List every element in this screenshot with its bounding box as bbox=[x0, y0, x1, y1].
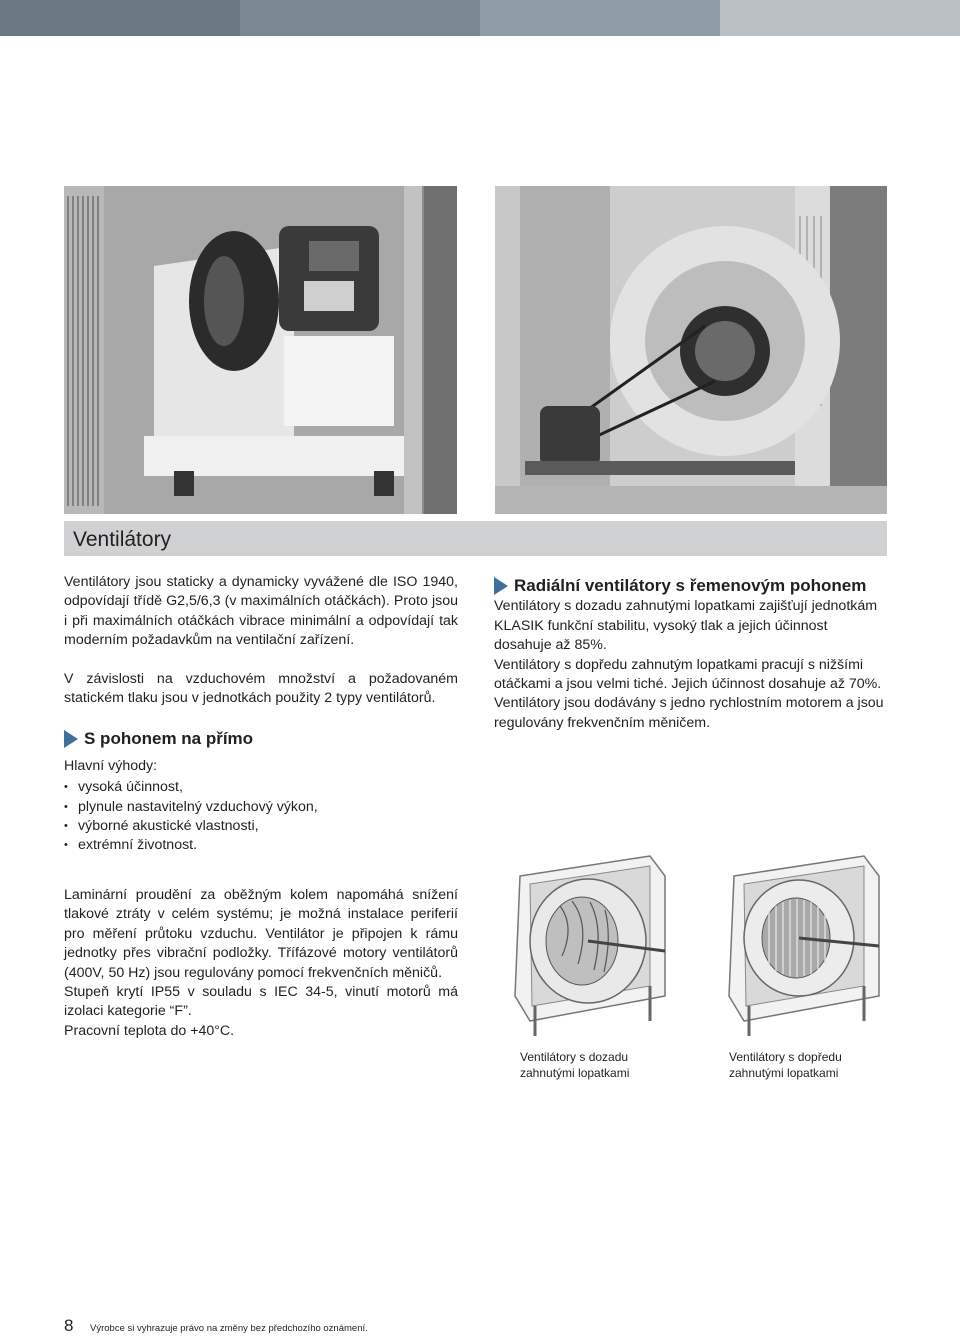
list-item: • vysoká účinnost, bbox=[64, 778, 458, 797]
belt-drive-heading bbox=[494, 576, 888, 595]
backward-curved-paragraph: Ventilátory s dozadu zahnutými lopatkami zajišťují jednotkám KLASIK funkční stabilitu, vysoký tlak a jejich účinnost dosahuje až 85%. bbox=[494, 598, 878, 654]
right-column bbox=[494, 576, 888, 733]
motor-paragraph: Ventilátory jsou dodávány s jedno rychlostním motorem a jsou regulovány frekvenčním měničem. bbox=[494, 695, 884, 731]
left-column-upper bbox=[64, 573, 458, 856]
left-column-lower bbox=[64, 886, 458, 1041]
ip55-paragraph: Stupeň krytí IP55 v souladu s IEC 34-5, vinutí motorů má izolaci kategorie “F”. bbox=[64, 984, 458, 1020]
list-item: • extrémní životnost. bbox=[64, 836, 458, 855]
photo-belt-drive-fan bbox=[495, 186, 887, 514]
advantages-list bbox=[64, 778, 458, 856]
top-bar-segment-1 bbox=[0, 0, 240, 36]
top-bar-segment-4 bbox=[720, 0, 960, 36]
forward-curved-paragraph: Ventilátory s dopředu zahnutým lopatkami pracují s nižšími otáčkami a jsou velmi tiché. Jejich účinnost dosahuje až 70%. bbox=[494, 656, 882, 693]
list-item: • výborné akustické vlastnosti, bbox=[64, 817, 458, 836]
photo-direct-drive-fan bbox=[64, 186, 457, 514]
footer-note: Výrobce si vyhrazuje právo na změny bez předchozího oznámení. bbox=[90, 1323, 368, 1334]
caption-backward-curved bbox=[520, 1049, 629, 1081]
top-color-bar bbox=[0, 0, 960, 36]
temperature-paragraph: Pracovní teplota do +40°C. bbox=[64, 1022, 235, 1039]
illustration-forward-curved-fan bbox=[714, 846, 886, 1042]
belt-drive-heading-text: Radiální ventilátory s řemenovým pohonem bbox=[514, 576, 867, 595]
page-number: 8 bbox=[64, 1316, 74, 1335]
list-item: • plynule nastavitelný vzduchový výkon, bbox=[64, 798, 458, 817]
caption-line: zahnutými lopatkami bbox=[729, 1066, 839, 1080]
laminar-paragraph: Laminární proudění za oběžným kolem napomáhá snížení tlakové ztráty v celém systému; je možná instalace periferií pro měření průtoku vzduchu. Ventilátor je připojen k rámu jednotky přes vibrační podložky. Třífázové motory ventilátorů (400V, 50 Hz) jsou regulovány pomocí frekvenčních měničů. bbox=[64, 887, 458, 981]
advantages-label: Hlavní výhody: bbox=[64, 757, 158, 774]
section-header-bar bbox=[64, 521, 887, 556]
direct-drive-heading-text: S pohonem na přímo bbox=[84, 729, 254, 749]
caption-forward-curved bbox=[729, 1049, 842, 1081]
illustration-backward-curved-fan bbox=[500, 846, 672, 1042]
caption-line: Ventilátory s dopředu bbox=[729, 1050, 842, 1064]
caption-line: zahnutými lopatkami bbox=[520, 1066, 630, 1080]
section-title: Ventilátory bbox=[73, 528, 172, 551]
play-triangle-icon bbox=[64, 730, 78, 748]
caption-line: Ventilátory s dozadu bbox=[520, 1050, 629, 1064]
play-triangle-icon bbox=[494, 577, 508, 595]
types-paragraph: V závislosti na vzduchovém množství a požadovaném statickém tlaku jsou v jednotkách použity 2 typy ventilátorů. bbox=[64, 670, 458, 707]
top-bar-segment-2 bbox=[240, 0, 480, 36]
intro-paragraph: Ventilátory jsou staticky a dynamicky vyvážené dle ISO 1940, odpovídají třídě G2,5/6,3 (v maximálních otáčkách). Proto jsou i při maximálních otáčkách vibrace minimální a odpovídají tak moderním požadavkům na ventilační zařízení. bbox=[64, 574, 458, 649]
top-bar-segment-3 bbox=[480, 0, 720, 36]
direct-drive-heading bbox=[64, 729, 458, 748]
